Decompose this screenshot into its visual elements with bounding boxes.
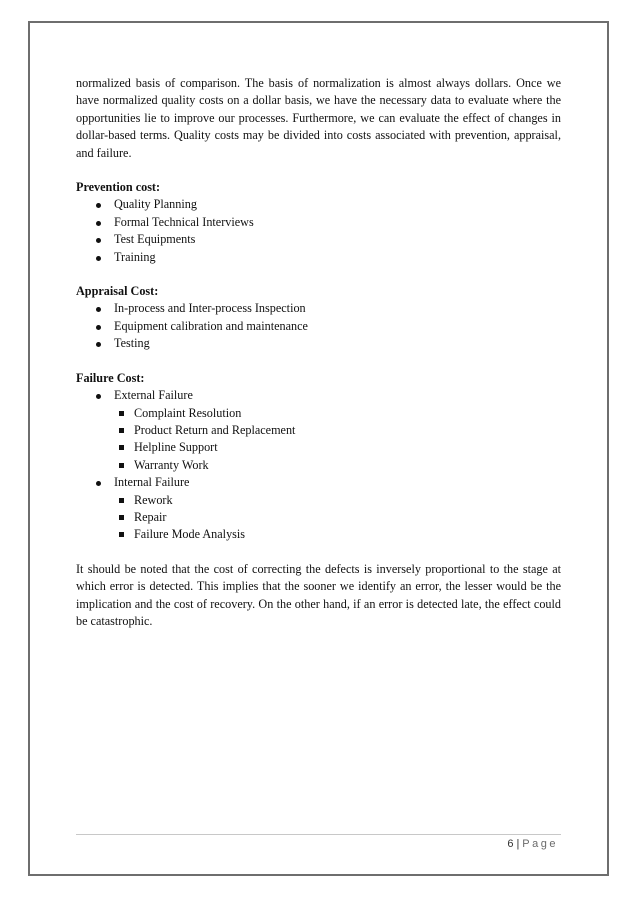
prevention-list xyxy=(76,196,561,266)
bullet-icon xyxy=(96,203,101,208)
appraisal-list xyxy=(76,300,561,352)
list-item: Test Equipments xyxy=(76,231,561,248)
bullet-icon xyxy=(96,342,101,347)
list-item: Warranty Work xyxy=(114,457,561,474)
list-item: In-process and Inter-process Inspection xyxy=(76,300,561,317)
list-item-internal-failure: Internal Failure Rework Repair Failure Mode Analysis xyxy=(76,474,561,544)
failure-list xyxy=(76,387,561,544)
external-failure-list xyxy=(114,405,561,475)
appraisal-heading: Appraisal Cost: xyxy=(76,284,159,299)
prevention-heading: Prevention cost: xyxy=(76,180,161,195)
list-item: Training xyxy=(76,249,561,266)
list-item: Formal Technical Interviews xyxy=(76,214,561,231)
square-bullet-icon xyxy=(119,463,124,468)
list-item: Equipment calibration and maintenance xyxy=(76,318,561,335)
list-item: Failure Mode Analysis xyxy=(114,526,561,543)
page-footer xyxy=(507,838,558,850)
closing-paragraph: It should be noted that the cost of correcting the defects is inversely proportional to the stage at which error is detected. This implies that the sooner we identify an error, the lesser would be the implication and the cost of recovery. On the other hand, if an error is detected late, the effect could be catastrophic. xyxy=(76,561,561,628)
list-item-external-failure: External Failure Complaint Resolution Product Return and Replacement Helpline Support Warranty Work xyxy=(76,387,561,474)
bullet-icon xyxy=(96,221,101,226)
bullet-icon xyxy=(96,238,101,243)
page-label: Page xyxy=(522,838,558,850)
page-number: 6 xyxy=(507,838,514,850)
bullet-icon xyxy=(96,394,101,399)
square-bullet-icon xyxy=(119,498,124,503)
square-bullet-icon xyxy=(119,445,124,450)
list-item: Complaint Resolution xyxy=(114,405,561,422)
bullet-icon xyxy=(96,325,101,330)
list-item: Product Return and Replacement xyxy=(114,422,561,439)
bullet-icon xyxy=(96,481,101,486)
footer-divider xyxy=(76,834,561,835)
square-bullet-icon xyxy=(119,515,124,520)
list-item: Repair xyxy=(114,509,561,526)
square-bullet-icon xyxy=(119,532,124,537)
square-bullet-icon xyxy=(119,411,124,416)
list-item: Testing xyxy=(76,335,561,352)
intro-paragraph: normalized basis of comparison. The basis of normalization is almost always dollars. Once we have normalized quality costs on a dollar basis, we have the necessary data to evaluate where the opportunities lie to improve our processes. Furthermore, we can evaluate the effect of changes in dollar-based terms. Quality costs may be divided into costs associated with prevention, appraisal, and failure. xyxy=(76,76,561,160)
square-bullet-icon xyxy=(119,428,124,433)
list-item: Rework xyxy=(114,492,561,509)
list-item: Quality Planning xyxy=(76,196,561,213)
document-body xyxy=(76,75,561,630)
list-item: Helpline Support xyxy=(114,439,561,456)
bullet-icon xyxy=(96,307,101,312)
bullet-icon xyxy=(96,256,101,261)
internal-failure-list xyxy=(114,492,561,544)
failure-heading: Failure Cost: xyxy=(76,370,145,385)
footer-separator: | xyxy=(516,838,520,850)
